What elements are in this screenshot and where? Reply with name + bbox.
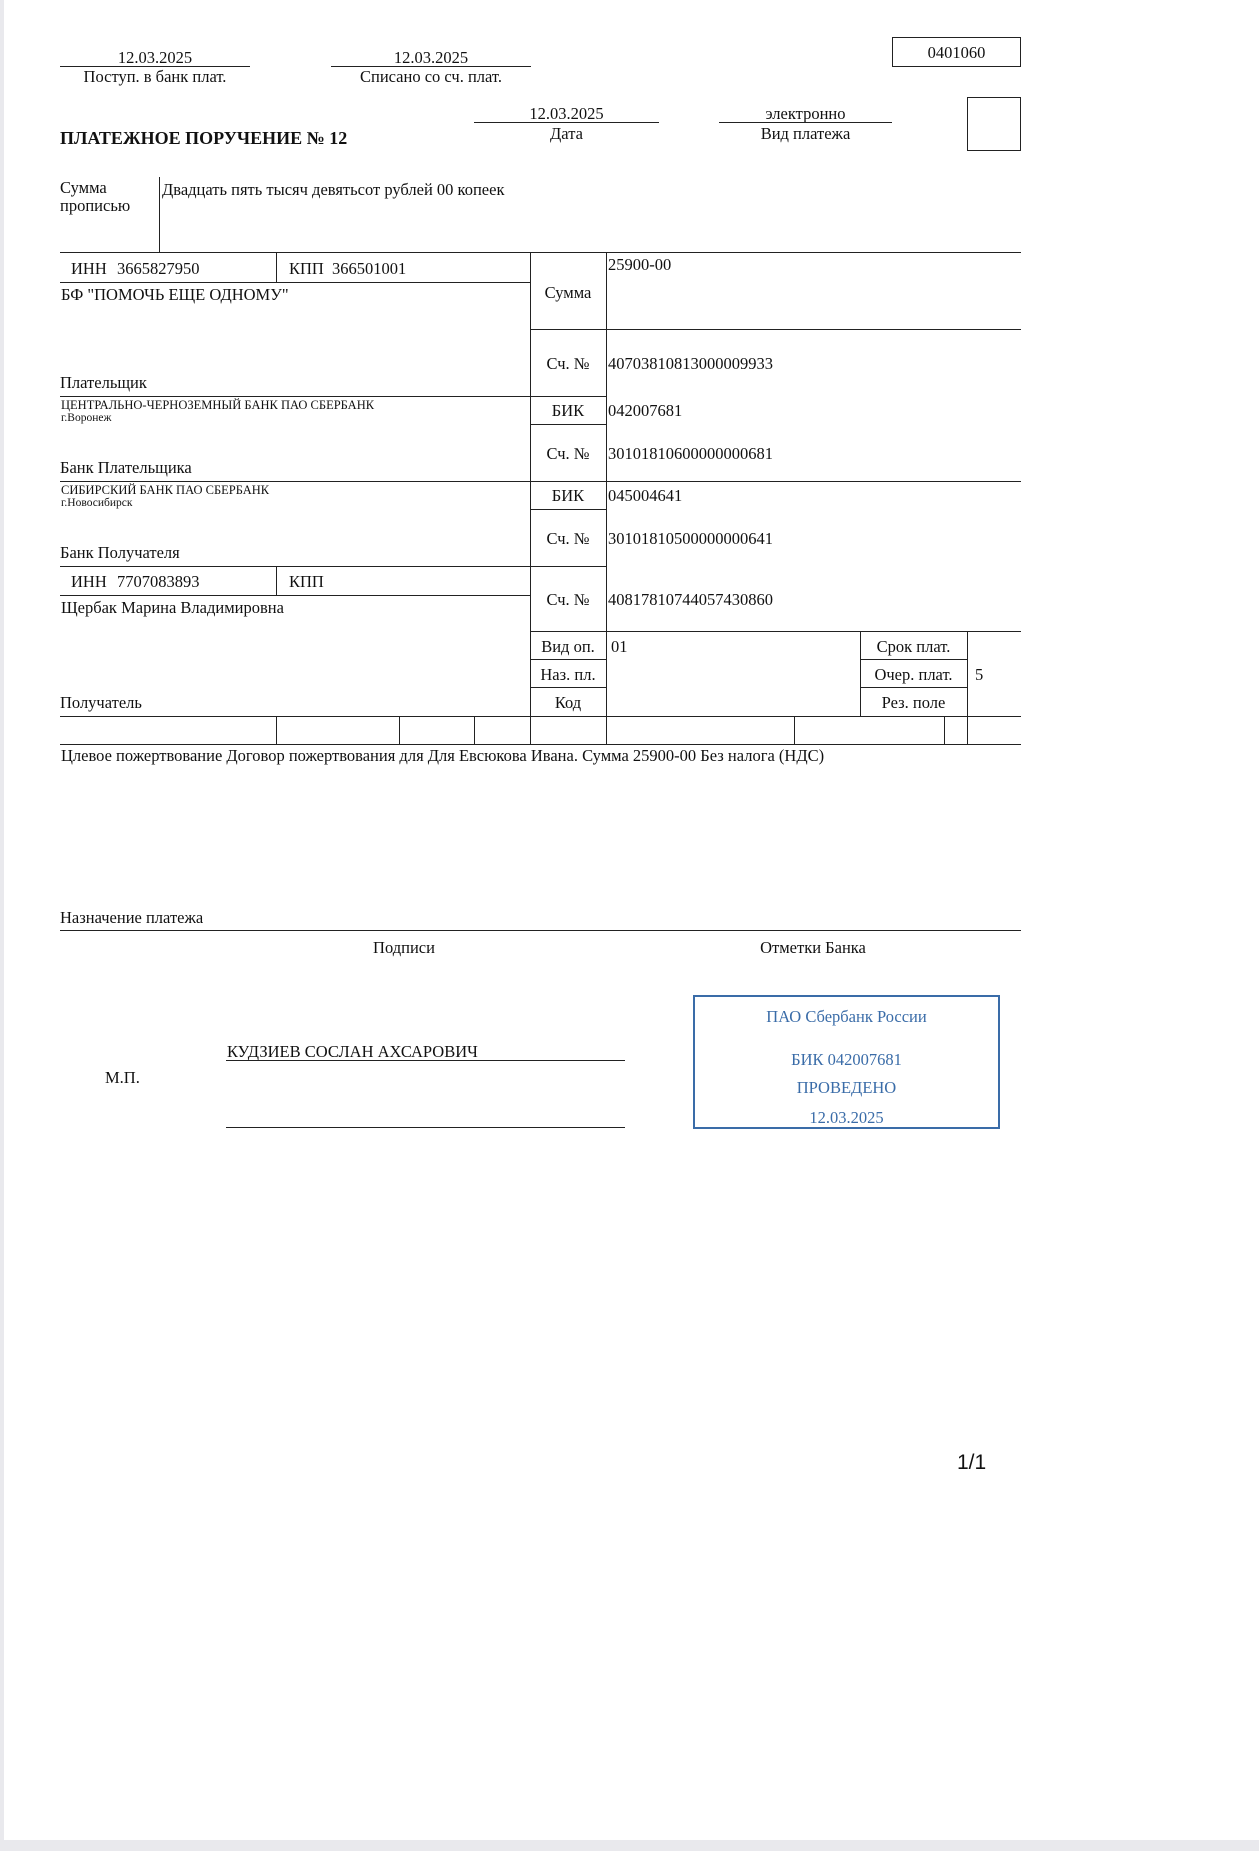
grid-line xyxy=(60,566,606,567)
grid-line xyxy=(794,716,795,744)
grid-line xyxy=(530,509,606,510)
document-page xyxy=(4,0,1259,1840)
vid-op-label: Вид оп. xyxy=(541,637,595,656)
payee-bank-bik: 045004641 xyxy=(608,486,683,505)
grid-line xyxy=(60,595,530,596)
stamp-bank-name: ПАО Сбербанк России xyxy=(766,1007,927,1026)
grid-line xyxy=(60,481,1021,482)
empty-code-box xyxy=(967,97,1021,151)
ocher-plat-value: 5 xyxy=(975,665,984,684)
payee-bank-label: Банк Получателя xyxy=(60,543,180,562)
amount-words-divider xyxy=(159,177,160,252)
grid-line xyxy=(530,329,606,330)
grid-line xyxy=(530,659,606,660)
grid-line xyxy=(60,252,1021,253)
payment-type-label: Вид платежа xyxy=(760,124,851,143)
payee-account: 40817810744057430860 xyxy=(608,590,773,609)
signer-name: КУДЗИЕВ СОСЛАН АХСАРОВИЧ xyxy=(227,1042,478,1061)
sum-value: 25900-00 xyxy=(608,255,672,274)
grid-line xyxy=(474,716,475,744)
grid-line xyxy=(606,329,1021,330)
payer-bank-city: г.Воронеж xyxy=(61,412,112,424)
signature-line-2 xyxy=(226,1127,625,1128)
grid-line xyxy=(276,566,277,595)
grid-line xyxy=(860,687,967,688)
payer-account-label: Сч. № xyxy=(546,354,590,373)
payer-bank-account: 30101810600000000681 xyxy=(608,444,773,463)
payment-type-underline xyxy=(719,122,892,123)
payer-bank-account-label: Сч. № xyxy=(546,444,590,463)
kod-label: Код xyxy=(554,693,582,712)
payer-kpp-label: КПП xyxy=(289,259,324,278)
purpose-text: Цлевое пожертвование Договор пожертвования для Для Евсюкова Ивана. Сумма 25900-00 Без налога (НДС) xyxy=(61,746,825,765)
payer-label: Плательщик xyxy=(60,373,147,392)
grid-line xyxy=(530,631,1021,632)
grid-line xyxy=(60,396,606,397)
payer-account: 40703810813000009933 xyxy=(608,354,773,373)
payer-bank-name: ЦЕНТРАЛЬНО-ЧЕРНОЗЕМНЫЙ БАНК ПАО СБЕРБАНК xyxy=(61,398,375,412)
purpose-label: Назначение платежа xyxy=(60,908,204,927)
payee-bank-account-label: Сч. № xyxy=(546,529,590,548)
purpose-line xyxy=(60,930,1021,931)
page-number: 1/1 xyxy=(957,1451,987,1474)
form-code-box xyxy=(892,37,1021,67)
grid-line xyxy=(399,716,400,744)
signature-line-1 xyxy=(226,1060,625,1061)
debited-date: 12.03.2025 xyxy=(393,48,469,67)
ocher-plat-label: Очер. плат. xyxy=(874,665,953,684)
grid-line xyxy=(60,744,1021,745)
bank-marks-label: Отметки Банка xyxy=(760,938,866,957)
amount-words-value: Двадцать пять тысяч девятьсот рублей 00 копеек xyxy=(162,180,505,199)
payer-bank-label: Банк Плательщика xyxy=(60,458,192,477)
payee-name: Щербак Марина Владимировна xyxy=(61,598,284,617)
payee-bank-name: СИБИРСКИЙ БАНК ПАО СБЕРБАНК xyxy=(61,483,270,497)
rez-pole-label: Рез. поле xyxy=(881,693,946,712)
vid-op-value: 01 xyxy=(611,637,628,656)
payer-bank-bik: 042007681 xyxy=(608,401,683,420)
grid-line xyxy=(944,716,945,744)
grid-line xyxy=(276,252,277,282)
payer-bank-bik-label: БИК xyxy=(551,401,585,420)
debited-label: Списано со сч. плат. xyxy=(359,67,502,86)
payer-inn-label: ИНН xyxy=(71,259,107,278)
bank-stamp xyxy=(693,995,1000,1129)
payee-label: Получатель xyxy=(60,693,142,712)
stamp-bik: БИК 042007681 xyxy=(791,1050,902,1069)
payee-bank-city: г.Новосибирск xyxy=(61,497,133,509)
grid-line xyxy=(967,631,968,745)
grid-line xyxy=(860,659,967,660)
mp-label: М.П. xyxy=(105,1068,140,1087)
payee-bank-account: 30101810500000000641 xyxy=(608,529,773,548)
payee-inn-label: ИНН xyxy=(71,572,107,591)
grid-line xyxy=(530,424,606,425)
bank-received-label: Поступ. в банк плат. xyxy=(83,67,227,86)
amount-words-label-2: прописью xyxy=(60,196,131,215)
payee-kpp-label: КПП xyxy=(289,572,324,591)
date-label: Дата xyxy=(550,124,583,143)
grid-line xyxy=(530,687,606,688)
sum-label: Сумма xyxy=(544,283,592,302)
bank-received-date: 12.03.2025 xyxy=(117,48,193,67)
naz-pl-label: Наз. пл. xyxy=(540,665,596,684)
stamp-status: ПРОВЕДЕНО xyxy=(796,1078,897,1097)
payer-inn: 3665827950 xyxy=(117,259,200,278)
document-title: ПЛАТЕЖНОЕ ПОРУЧЕНИЕ № 12 xyxy=(60,128,348,148)
date-value: 12.03.2025 xyxy=(529,104,604,123)
grid-line xyxy=(60,282,530,283)
grid-line xyxy=(60,716,1021,717)
payer-kpp: 366501001 xyxy=(332,259,407,278)
payer-name: БФ "ПОМОЧЬ ЕЩЕ ОДНОМУ" xyxy=(61,285,289,304)
payee-account-label: Сч. № xyxy=(546,590,590,609)
payment-type-value: электронно xyxy=(765,104,846,123)
grid-line xyxy=(606,252,607,745)
signatures-label: Подписи xyxy=(373,938,435,957)
payee-bank-bik-label: БИК xyxy=(551,486,585,505)
amount-words-label-1: Сумма xyxy=(60,178,107,197)
payee-inn: 7707083893 xyxy=(117,572,200,591)
form-code: 0401060 xyxy=(927,43,986,62)
date-underline xyxy=(474,122,659,123)
srok-plat-label: Срок плат. xyxy=(876,637,951,656)
stamp-date: 12.03.2025 xyxy=(809,1108,884,1127)
grid-line xyxy=(276,716,277,744)
